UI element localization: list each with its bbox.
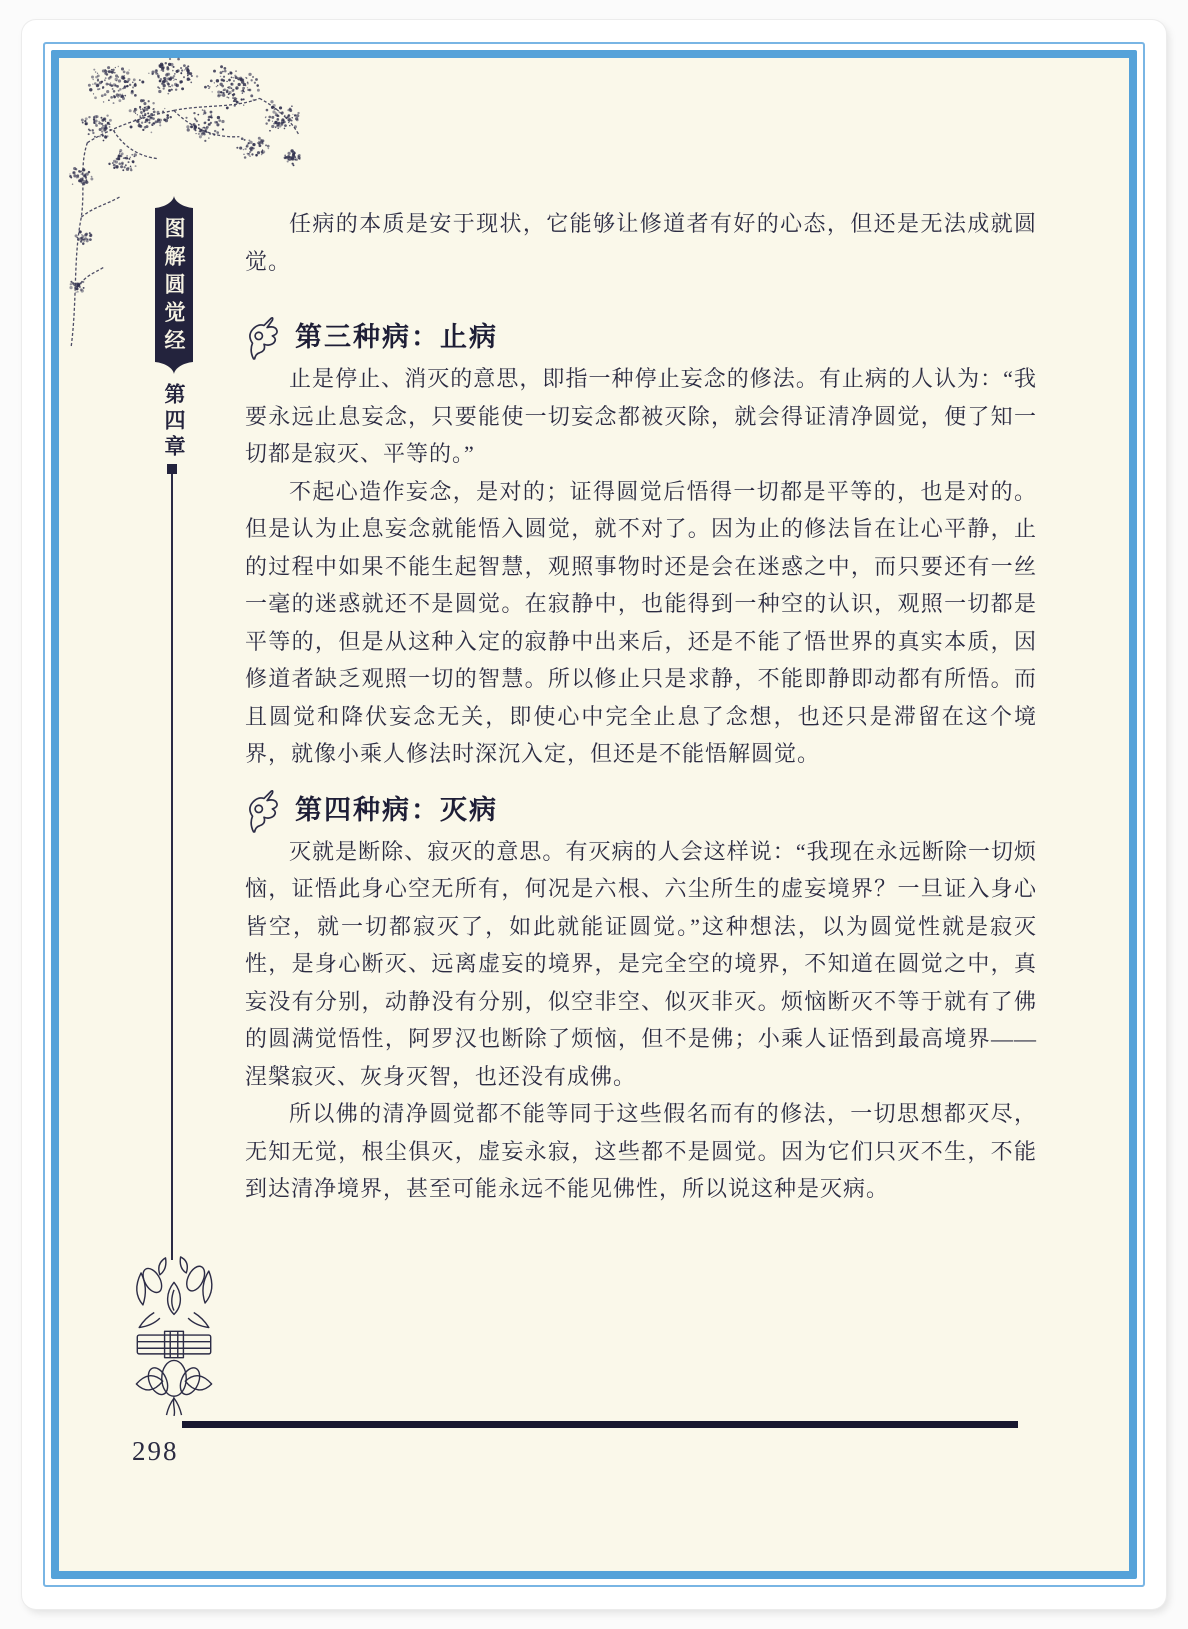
body-paragraph: 止是停止、消灭的意思，即指一种停止妄念的修法。有止病的人认为：“我要永远止息妄念，只要能使一切妄念都被灭除，就会得证清净圆觉，便了知一切都是寂灭、平等的。”: [245, 366, 1037, 466]
chapter-label: 第四章: [162, 383, 186, 461]
body-paragraph: 不起心造作妄念，是对的；证得圆觉后悟得一切都是平等的，也是对的。但是认为止息妄念就能悟入圆觉，就不对了。因为止的修法旨在让心平静，止的过程中如果不能生起智慧，观照事物时还是会在迷惑之中，而只要还有一丝一毫的迷惑就还不是圆觉。在寂静中，也能得到一种空的认识，观照一切都是平等的，但是从这种入定的寂静中出来后，还是不能了悟世界的真实本质，因修道者缺乏观照一切的智慧。所以修止只是求静，不能即静即动都有所悟。而且圆觉和降伏妄念无关，即使心中完全止息了念想，也还只是滞留在这个境界，就像小乘人修法时深沉入定，但还是不能悟解圆觉。: [245, 478, 1037, 766]
intro-paragraph: 任病的本质是安于现状，它能够让修道者有好的心态，但还是无法成就圆觉。: [245, 211, 1037, 274]
mudra-hand-icon: [243, 315, 285, 361]
book-title-vertical: 图解圆觉经: [162, 217, 186, 357]
body-paragraph: 灭就是断除、寂灭的意思。有灭病的人会这样说：“我现在永远断除一切烦恼，证悟此身心空无所有，何况是六根、六尘所生的虚妄境界？一旦证入身心皆空，就一切都寂灭了，如此就能证圆觉。”这种想法，以为圆觉性就是寂灭性，是身心断灭、远离虚妄的境界，是完全空的境界，不知道在圆觉之中，真妄没有分别，动静没有分别，似空非空、似灭非灭。烦恼断灭不等于就有了佛的圆满觉悟性，阿罗汉也断除了烦恼，但不是佛；小乘人证悟到最高境界——涅槃寂灭、灰身灭智，也还没有成佛。: [245, 838, 1037, 1089]
page-number: 298: [132, 1436, 179, 1466]
main-text-column: [245, 205, 1037, 1208]
lotus-ornament: [126, 1256, 222, 1416]
footer-rule: [182, 1421, 1018, 1428]
section-heading: 第三种病：止病: [295, 322, 498, 353]
mudra-hand-icon: [243, 788, 285, 834]
body-paragraph: 所以佛的清净圆觉都不能等同于这些假名而有的修法，一切思想都灭尽，无知无觉，根尘俱灭，虚妄永寂，这些都不是圆觉。因为它们只灭不生，不能到达清净境界，甚至可能永远不能见佛性，所以说这种是灭病。: [245, 1101, 1037, 1201]
divider-square: [167, 464, 177, 474]
vertical-divider-line: [171, 474, 173, 1260]
section-heading: 第四种病：灭病: [295, 794, 498, 825]
section-heading-row: [243, 789, 1037, 833]
section-heading-row: [243, 316, 1037, 360]
